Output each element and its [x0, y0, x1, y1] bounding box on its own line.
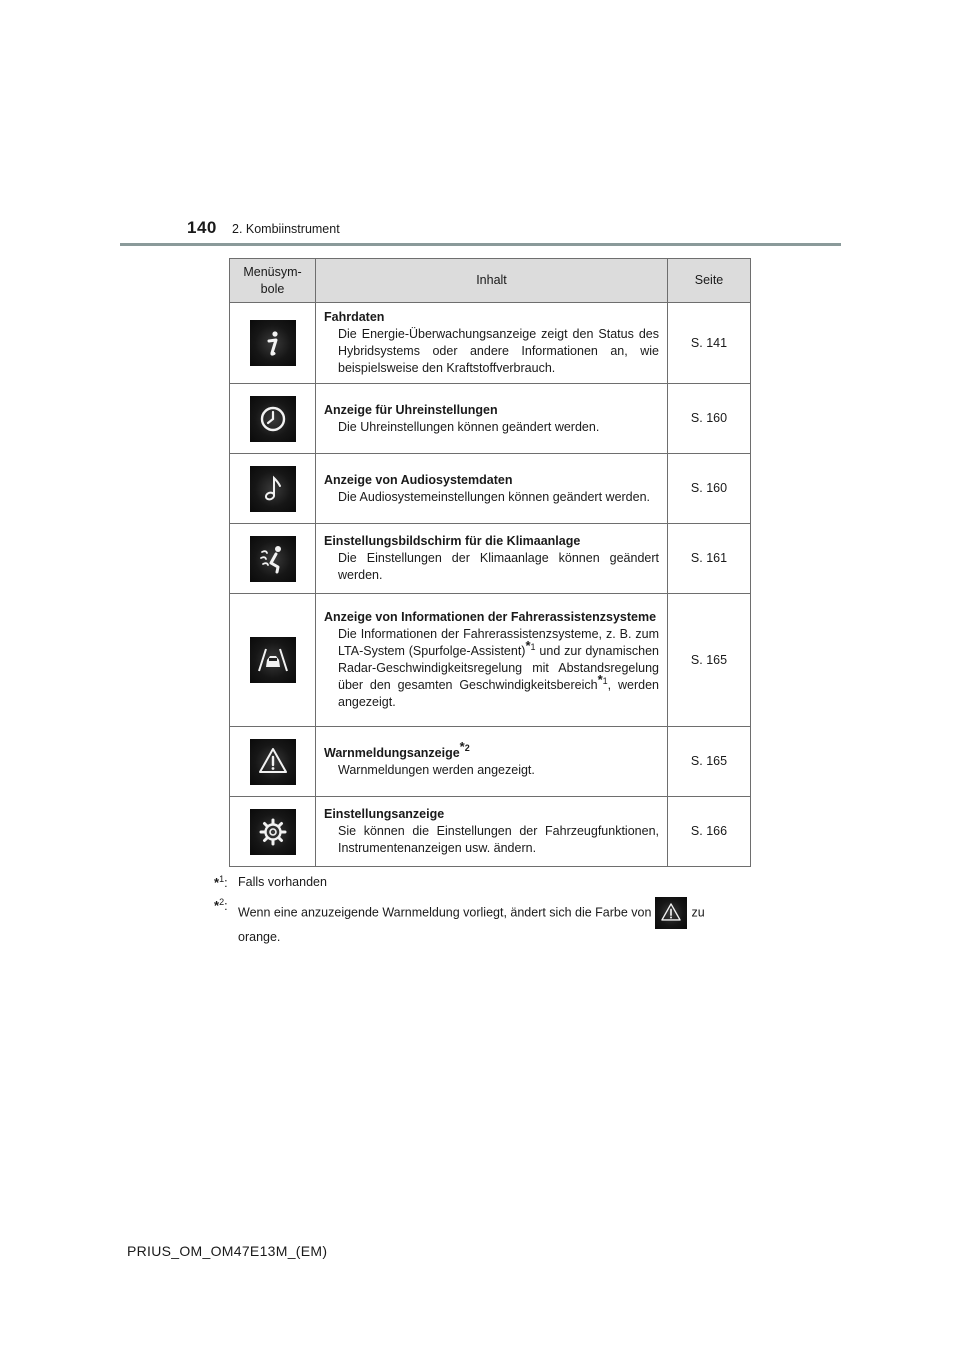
header-symbol: Menüsym- bole [230, 259, 316, 303]
table-row [230, 594, 751, 727]
table-row [230, 454, 751, 524]
footnote-2: *$^2$: Wenn eine anzuzeigende Warnmeldung vorliegt, ändert sich die Farbe von zu orange. [214, 896, 705, 944]
clock-icon [250, 396, 296, 442]
gear-icon [250, 809, 296, 855]
table-row [230, 797, 751, 867]
table-header-row [230, 259, 751, 303]
header-content: Inhalt [316, 259, 668, 303]
document-code: PRIUS_OM_OM47E13M_(EM) [127, 1243, 328, 1259]
climate-fan-icon [250, 536, 296, 582]
chapter-title: 2. Kombiinstrument [232, 222, 340, 236]
entry-title: Anzeige von Audiosystemdaten [324, 472, 513, 487]
header-page: Seite [668, 259, 751, 303]
table-row [230, 524, 751, 594]
page-reference: S. 160 [668, 384, 751, 454]
page-number: 140 [187, 218, 217, 237]
entry-title: Fahrdaten [324, 310, 385, 324]
entry-description: Die Audiosystemeinstellungen können geändert werden. [338, 489, 651, 504]
entry-description: Die Einstellungen der Klimaanlage können geändert werden. [338, 551, 659, 582]
driver-assist-icon [250, 637, 296, 683]
entry-description: Warnmeldungen werden angezeigt. [338, 762, 535, 777]
entry-title: Warnmeldungsanzeige$^{*2}$ [324, 739, 470, 760]
entry-description: Die Energie-Überwachungsanzeige zeigt den Status des Hybridsystems oder andere Informationen an, wie beispielsweise den Kraftstoffverbrauch. [338, 327, 659, 375]
entry-description: Die Informationen der Fahrerassistenzsysteme, z. B. zum LTA-System (Spurfolge-Assistent)$^{*1}$ und zur dynamischen Radar-Geschwindigkeitsregelung mit Abstandsregelung über den gesamten Geschwindigkeitsbereich$^{*1}$, werden angezeigt. [338, 627, 660, 709]
page-reference: S. 166 [668, 797, 751, 867]
info-icon [250, 320, 296, 366]
table-row [230, 303, 751, 384]
entry-title: Anzeige für Uhreinstellungen [324, 402, 498, 417]
footnote-1: *$^1$: Falls vorhanden [214, 873, 327, 890]
page-reference: S. 165 [668, 594, 751, 727]
warning-triangle-icon [655, 897, 687, 929]
entry-title: Einstellungsbildschirm für die Klimaanlage [324, 534, 581, 548]
music-note-icon [250, 466, 296, 512]
page-reference: S. 165 [668, 727, 751, 797]
entry-title: Einstellungsanzeige [324, 807, 445, 821]
entry-description: Sie können die Einstellungen der Fahrzeugfunktionen, Instrumentenanzeigen usw. ändern. [338, 824, 659, 855]
table-row [230, 384, 751, 454]
page-reference: S. 161 [668, 524, 751, 594]
page-reference: S. 141 [668, 303, 751, 384]
entry-description: Die Uhreinstellungen können geändert werden. [338, 419, 600, 434]
table-row [230, 727, 751, 797]
header-rule [120, 243, 841, 246]
menu-symbols-table [229, 258, 751, 867]
page-reference: S. 160 [668, 454, 751, 524]
entry-title: Anzeige von Informationen der Fahrerassistenzsysteme [324, 610, 657, 624]
warning-triangle-icon [250, 739, 296, 785]
